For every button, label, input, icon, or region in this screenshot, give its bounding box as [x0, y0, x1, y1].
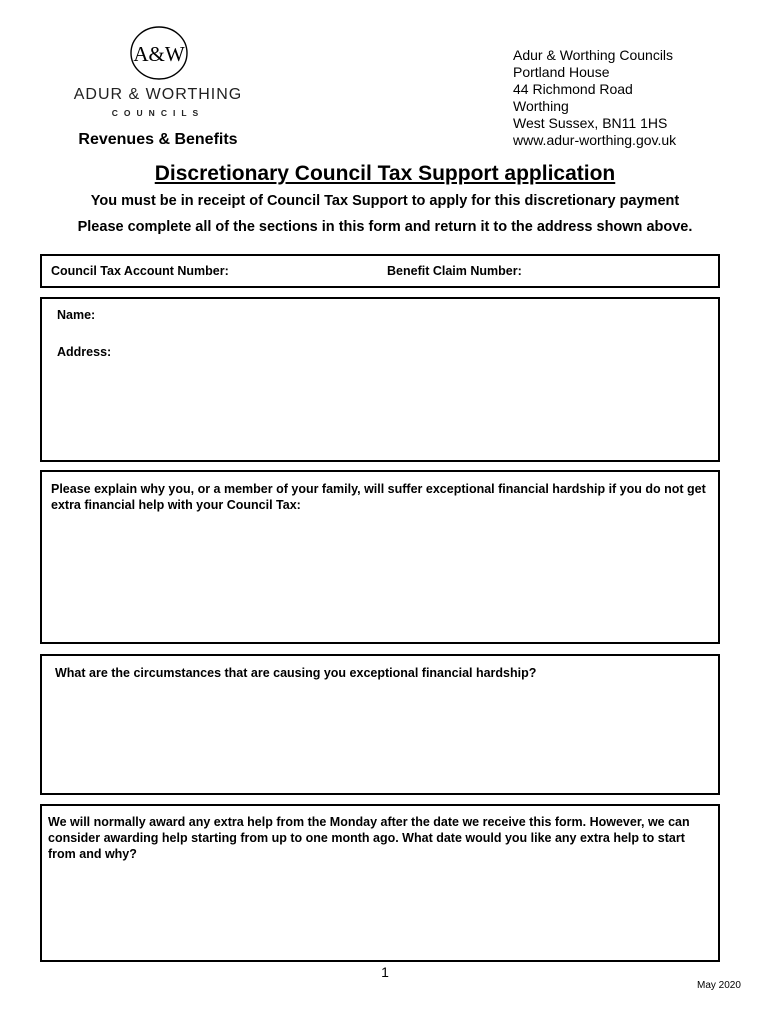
address-line: West Sussex, BN11 1HS — [513, 115, 668, 131]
circumstances-question: What are the circumstances that are causing you exceptional financial hardship? — [55, 666, 537, 680]
eligibility-note: You must be in receipt of Council Tax Support to apply for this discretionary payment — [90, 193, 680, 209]
revision-date: May 2020 — [697, 980, 741, 991]
address-website: www.adur-worthing.gov.uk — [513, 132, 677, 148]
account-number-label: Council Tax Account Number: — [51, 264, 229, 278]
hardship-question: Please explain why you, or a member of your family, will suffer exceptional financial hardship if you do not get extra financial help with your Council Tax: — [51, 482, 706, 512]
page-number: 1 — [381, 964, 389, 980]
name-label: Name: — [57, 308, 96, 322]
logo-monogram: A&W — [133, 42, 185, 66]
form-title: Discretionary Council Tax Support application — [154, 162, 616, 185]
logo-name: ADUR & WORTHING — [73, 86, 243, 103]
circumstances-box[interactable] — [40, 654, 720, 795]
department-name: Revenues & Benefits — [78, 131, 238, 148]
account-numbers-box[interactable] — [40, 254, 720, 288]
council-address — [513, 47, 676, 149]
start-date-question: We will normally award any extra help from the Monday after the date we receive this form. However, we can consider awarding help starting from up to one month ago. What date would you like any extra help to start from and why? — [48, 815, 690, 861]
address-line: Portland House — [513, 64, 610, 80]
address-label: Address: — [57, 345, 112, 359]
address-line: Worthing — [513, 98, 569, 114]
start-date-box[interactable] — [40, 804, 720, 962]
benefit-claim-label: Benefit Claim Number: — [387, 264, 522, 278]
instructions-note: Please complete all of the sections in this form and return it to the address shown above. — [77, 219, 693, 235]
address-line: 44 Richmond Road — [513, 81, 633, 97]
council-logo — [128, 25, 190, 81]
hardship-explanation-box[interactable] — [40, 470, 720, 644]
name-address-box[interactable] — [40, 297, 720, 462]
logo-subtitle: COUNCILS — [111, 108, 205, 118]
address-line: Adur & Worthing Councils — [513, 47, 674, 63]
